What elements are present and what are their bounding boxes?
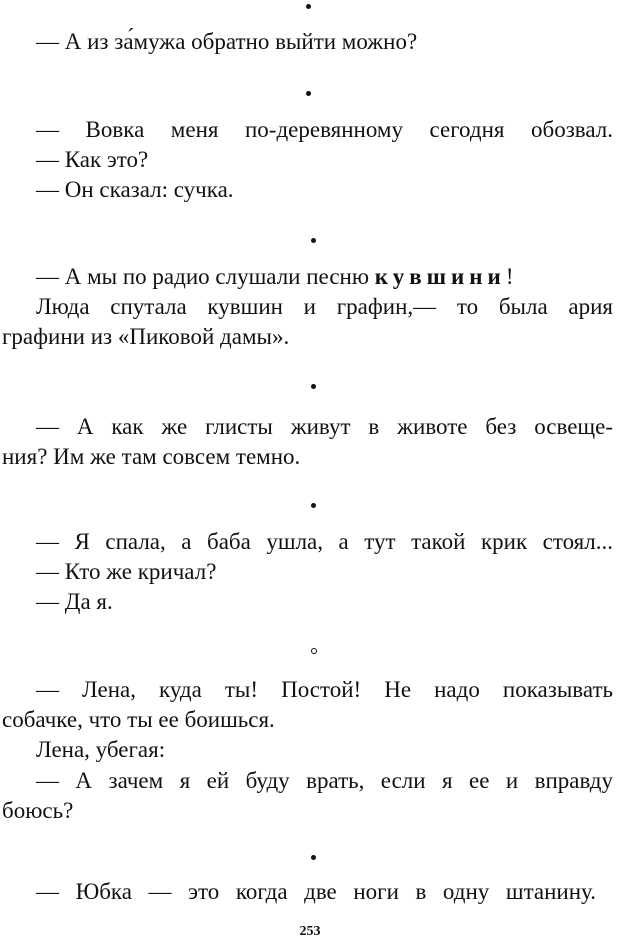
text-line: Лена, убегая: [36, 737, 166, 762]
text-line: собачке, что ты ее боишься. [2, 707, 275, 732]
text-line: — А как же глисты живут в животе без освеще- [36, 414, 613, 439]
text-line: — А из за́мужа обратно выйти можно? [36, 29, 418, 54]
section-separator [311, 648, 317, 654]
text-fragment: — А мы по радио слушали песню [36, 264, 375, 289]
text-line: ния? Им же там совсем темно. [2, 444, 301, 469]
text-line: боюсь? [2, 798, 74, 823]
section-separator [311, 503, 316, 508]
section-separator [306, 4, 311, 9]
text-line: — Вовка меня по-деревянному сегодня обозвал. [36, 117, 613, 142]
text-line: — Да я. [36, 589, 113, 614]
section-separator [306, 91, 311, 96]
text-line: — Юбка — это когда две ноги в одну штанину. [36, 879, 596, 904]
text-line: — Я спала, а баба ушла, а тут такой крик стоял... [36, 529, 613, 554]
text-line: — Лена, куда ты! Постой! Не надо показывать [36, 677, 613, 702]
section-separator [311, 238, 316, 243]
section-separator [311, 855, 316, 860]
text-line: — Кто же кричал? [36, 559, 217, 584]
text-line: — Он сказал: сучка. [36, 177, 234, 202]
text-line [36, 263, 513, 291]
text-fragment: ! [505, 264, 514, 289]
section-separator [311, 384, 316, 389]
text-line: графини из «Пиковой дамы». [2, 324, 290, 349]
text-line: Люда спутала кувшин и графин,— то была ария [36, 294, 613, 319]
text-line: — А зачем я ей буду врать, если я ее и вправду [36, 768, 613, 793]
page-number: 253 [299, 924, 321, 939]
text-line: — Как это? [36, 147, 149, 172]
spaced-word: кувшини [374, 264, 506, 289]
